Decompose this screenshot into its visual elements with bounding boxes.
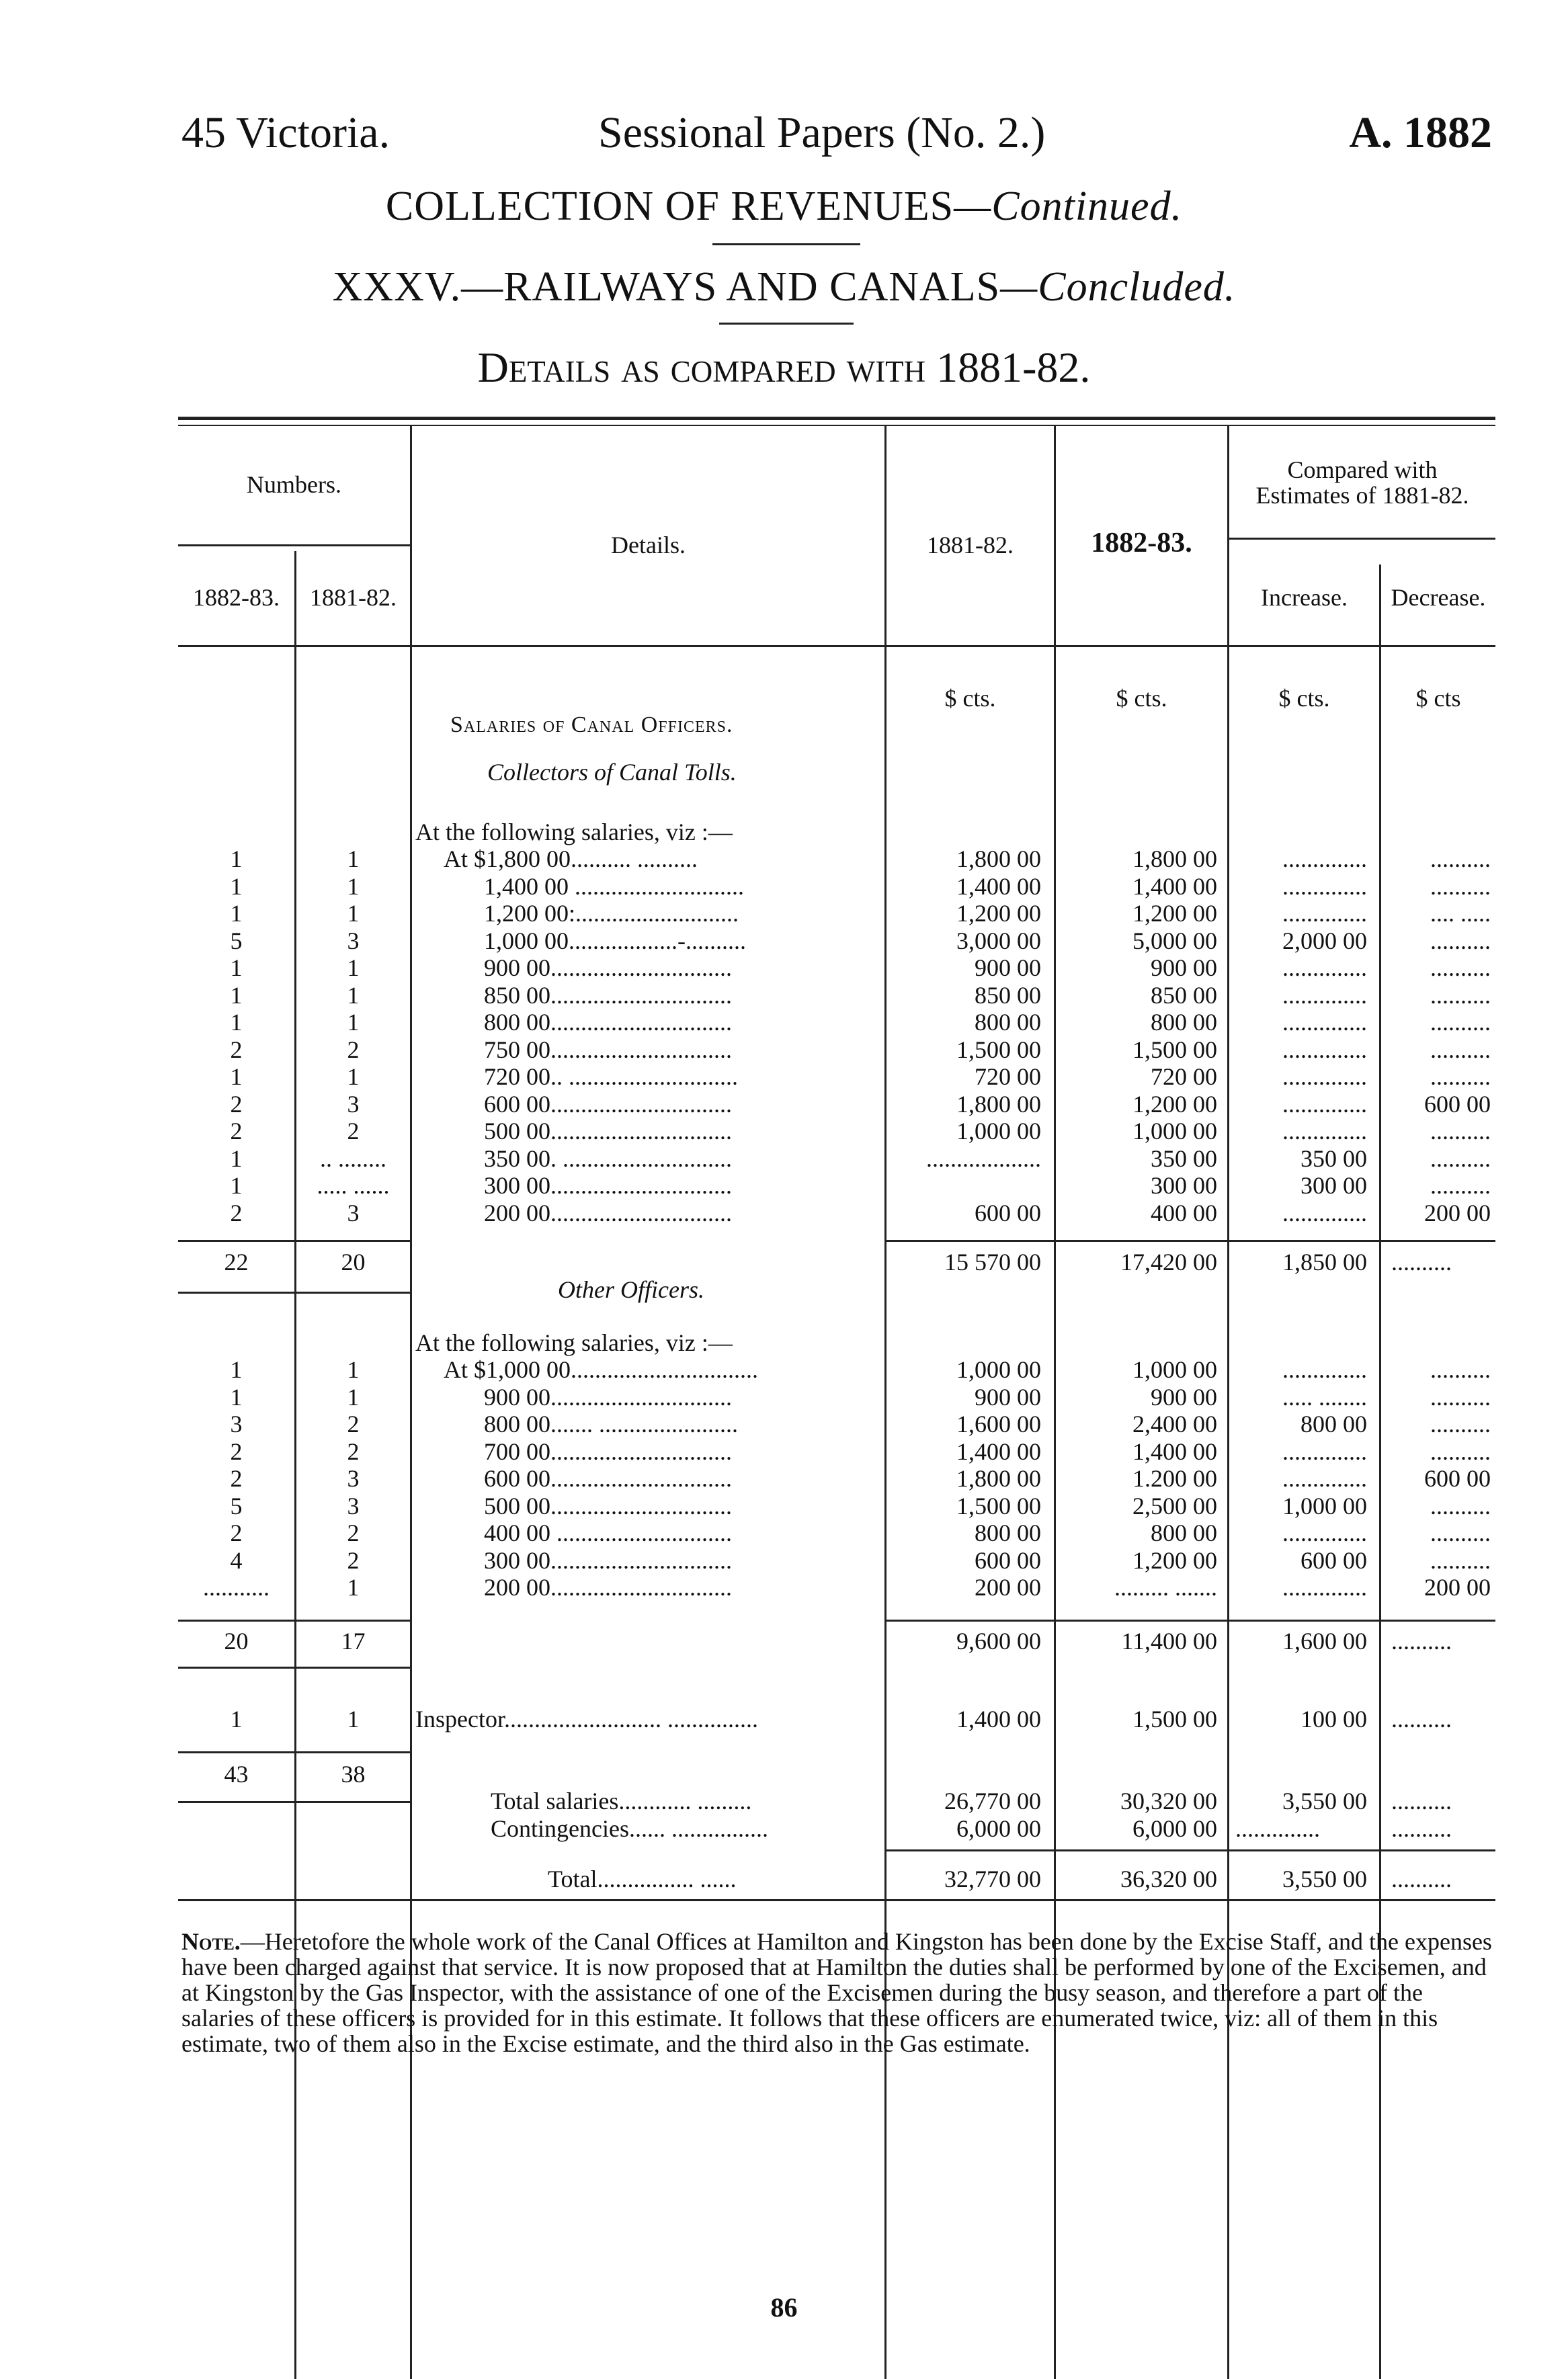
collector-detail: 800 00.............................. xyxy=(484,1009,732,1036)
total-salaries-inc: 3,550 00 xyxy=(1282,1788,1367,1814)
others-total-dec: .......... xyxy=(1391,1628,1452,1655)
contingencies-y1881: 6,000 00 xyxy=(956,1815,1041,1842)
collector-amount-1881: 1,200 00 xyxy=(956,900,1041,927)
other-officer-decrease: .......... xyxy=(1430,1546,1491,1574)
collector-num-1881: 1 xyxy=(347,954,360,981)
collector-num-1882: 1 xyxy=(230,1172,243,1199)
collector-detail: 900 00.............................. xyxy=(484,954,732,981)
section-other-title: Other Officers. xyxy=(558,1276,704,1303)
other-officer-num-1881: 3 xyxy=(347,1492,360,1519)
collector-amount-1882: 400 00 xyxy=(1151,1199,1217,1226)
other-officer-amount-1881: 600 00 xyxy=(975,1546,1041,1574)
header-session: 45 Victoria. xyxy=(181,108,390,157)
collector-amount-1882: 300 00 xyxy=(1151,1172,1217,1199)
salaries-intro: At the following salaries, viz :— xyxy=(415,819,733,845)
header-num-1882: 1882-83. xyxy=(193,584,280,611)
other-officer-increase: 600 00 xyxy=(1301,1546,1367,1574)
collector-num-1881: ..... ...... xyxy=(317,1172,390,1199)
other-officer-amount-1881: 1,800 00 xyxy=(956,1465,1041,1492)
collector-increase: .............. xyxy=(1282,981,1367,1009)
total-label: Total................ ...... xyxy=(548,1866,737,1892)
collector-decrease: .......... xyxy=(1430,1036,1491,1063)
collector-amount-1881: 1,800 00 xyxy=(956,845,1041,872)
section-salaries-title: Salaries of Canal Officers. xyxy=(450,712,733,737)
collector-num-1881: 2 xyxy=(347,1036,360,1063)
total-salaries-y1882: 30,320 00 xyxy=(1120,1788,1217,1814)
inspector-inc: 100 00 xyxy=(1301,1706,1367,1733)
other-officer-decrease: .......... xyxy=(1430,1356,1491,1383)
collector-num-1882: 1 xyxy=(230,900,243,927)
header-details: Details. xyxy=(611,532,686,558)
collector-decrease: .......... xyxy=(1430,1118,1491,1144)
inspector-1882: 1 xyxy=(230,1706,243,1733)
other-officer-detail: 300 00.............................. xyxy=(484,1546,732,1574)
others-total-inc: 1,600 00 xyxy=(1282,1628,1367,1655)
collector-increase: 350 00 xyxy=(1301,1144,1367,1172)
title-details xyxy=(0,343,1568,392)
collector-decrease: .......... xyxy=(1430,927,1491,954)
collector-num-1881: 3 xyxy=(347,1090,360,1118)
collector-decrease: .......... xyxy=(1430,954,1491,981)
collector-detail: 750 00.............................. xyxy=(484,1036,732,1063)
other-officer-detail: 900 00.............................. xyxy=(484,1383,732,1411)
collector-decrease: .......... xyxy=(1430,1009,1491,1036)
collectors-total-1881: 20 xyxy=(341,1249,366,1276)
other-officer-num-1881: 1 xyxy=(347,1356,360,1383)
section-collectors-subtitle: Collectors of Canal Tolls. xyxy=(487,759,737,786)
other-officer-detail: 500 00.............................. xyxy=(484,1492,732,1519)
other-officer-detail: 800 00....... ....................... xyxy=(484,1411,738,1437)
collector-amount-1881: 600 00 xyxy=(975,1199,1041,1226)
col-divider xyxy=(410,425,412,2379)
header-decrease: Decrease. xyxy=(1391,584,1486,611)
col-divider xyxy=(1379,565,1381,2379)
collectors-total-1882: 22 xyxy=(224,1249,249,1276)
other-officer-increase: ..... ........ xyxy=(1282,1383,1367,1411)
contingencies-label: Contingencies...... ................ xyxy=(491,1815,768,1842)
divider xyxy=(712,243,860,245)
other-officer-detail: 400 00 ............................. xyxy=(484,1519,732,1546)
collector-increase: .............. xyxy=(1282,1036,1367,1063)
collector-num-1882: 5 xyxy=(230,927,243,954)
footnote-text: —Heretofore the whole work of the Canal Offices at Hamilton and Kingston has been done by the Excise Staff, and the expenses have been charged against that service. It is now proposed that at Hamilton the duties shall be performed by one of the Excisemen, and at Kingston by the Gas Inspector, with the assistance of one of the Excisemen during the busy season, and therefore a part of the salaries of these officers is provided for in this estimate. It follows that these officers are enumerated twice, viz: all of them in this estimate, two of them also in the Excise estimate, and the third also in the Gas estimate. xyxy=(181,1928,1492,2057)
collector-amount-1882: 1,200 00 xyxy=(1132,900,1217,927)
other-officer-num-1881: 2 xyxy=(347,1411,360,1437)
collector-amount-1882: 800 00 xyxy=(1151,1009,1217,1036)
collectors-total-y1881: 15 570 00 xyxy=(944,1249,1041,1276)
header-compared-line1: Compared with xyxy=(1287,456,1438,483)
header-compared-line2: Estimates of 1881-82. xyxy=(1255,482,1469,509)
others-total-y1881: 9,600 00 xyxy=(956,1628,1041,1655)
collector-decrease: .......... xyxy=(1430,872,1491,900)
table-bottom-rule xyxy=(178,1899,1495,1901)
collector-amount-1881: 3,000 00 xyxy=(956,927,1041,954)
others-total-y1882: 11,400 00 xyxy=(1121,1628,1217,1655)
subtotal-rule xyxy=(178,1801,410,1803)
collector-decrease: .......... xyxy=(1430,845,1491,872)
collector-increase: 300 00 xyxy=(1301,1172,1367,1199)
other-officer-decrease: .......... xyxy=(1430,1411,1491,1437)
collector-num-1881: 1 xyxy=(347,981,360,1009)
collector-num-1881: .. ........ xyxy=(320,1144,386,1172)
divider xyxy=(719,323,854,325)
running-header xyxy=(181,108,1492,168)
collector-decrease: .... ..... xyxy=(1430,900,1491,927)
other-officer-num-1882: 2 xyxy=(230,1519,243,1546)
subtotal-rule xyxy=(884,1240,1495,1242)
collector-amount-1881: 1,400 00 xyxy=(956,872,1041,900)
collector-num-1882: 1 xyxy=(230,1144,243,1172)
collectors-total-y1882: 17,420 00 xyxy=(1120,1249,1217,1276)
others-total-1882: 20 xyxy=(224,1628,249,1655)
title-details-text: Details as compared with 1881-82. xyxy=(477,343,1091,391)
header-rule xyxy=(178,544,410,546)
unit-increase: $ cts. xyxy=(1278,685,1330,712)
collector-num-1881: 3 xyxy=(347,927,360,954)
collector-detail: 720 00.. ............................ xyxy=(484,1063,738,1090)
contingencies-inc: .............. xyxy=(1235,1815,1320,1842)
collector-amount-1881: 900 00 xyxy=(975,954,1041,981)
collector-amount-1882: 850 00 xyxy=(1151,981,1217,1009)
collector-increase: .............. xyxy=(1282,954,1367,981)
collector-decrease: 600 00 xyxy=(1424,1090,1491,1118)
subtotal-rule xyxy=(178,1620,410,1622)
other-officer-amount-1882: 800 00 xyxy=(1151,1519,1217,1546)
collector-increase: .............. xyxy=(1282,900,1367,927)
header-rule xyxy=(1227,538,1495,540)
other-officer-amount-1882: 2,500 00 xyxy=(1132,1492,1217,1519)
collector-amount-1882: 720 00 xyxy=(1151,1063,1217,1090)
collector-num-1881: 1 xyxy=(347,845,360,872)
collector-decrease: .......... xyxy=(1430,1063,1491,1090)
other-officer-num-1881: 1 xyxy=(347,1383,360,1411)
collector-amount-1881: 720 00 xyxy=(975,1063,1041,1090)
subtotal-rule xyxy=(178,1240,410,1242)
other-officer-num-1882: ........... xyxy=(203,1574,270,1601)
header-1881: 1881-82. xyxy=(927,532,1014,558)
other-officer-amount-1882: ......... ....... xyxy=(1114,1574,1217,1601)
collector-amount-1882: 5,000 00 xyxy=(1132,927,1217,954)
grand-1882: 43 xyxy=(224,1761,249,1788)
collector-num-1882: 1 xyxy=(230,1063,243,1090)
total-salaries-label: Total salaries............ ......... xyxy=(491,1788,752,1814)
other-officer-amount-1881: 900 00 xyxy=(975,1383,1041,1411)
other-officer-amount-1881: 1,000 00 xyxy=(956,1356,1041,1383)
inspector-1881: 1 xyxy=(347,1706,360,1733)
collector-detail: 1,000 00..................-.......... xyxy=(484,927,746,954)
collector-num-1881: 1 xyxy=(347,1009,360,1036)
other-officer-num-1882: 1 xyxy=(230,1356,243,1383)
collector-detail: 200 00.............................. xyxy=(484,1199,732,1226)
collector-decrease: .......... xyxy=(1430,1144,1491,1172)
title-railways xyxy=(0,263,1568,311)
header-numbers: Numbers. xyxy=(247,471,341,498)
other-officer-detail: 700 00.............................. xyxy=(484,1437,732,1465)
collector-detail: At $1,800 00.......... .......... xyxy=(444,845,698,872)
header-year: A. 1882 xyxy=(1349,108,1492,157)
other-officer-increase: .............. xyxy=(1282,1465,1367,1492)
other-officer-detail: 600 00.............................. xyxy=(484,1465,732,1492)
other-officer-decrease: .......... xyxy=(1430,1492,1491,1519)
other-officer-increase: .............. xyxy=(1282,1574,1367,1601)
collector-num-1882: 2 xyxy=(230,1118,243,1144)
collector-detail: 1,400 00 ............................ xyxy=(484,872,744,900)
footnote xyxy=(181,1929,1499,2056)
other-officer-amount-1881: 200 00 xyxy=(975,1574,1041,1601)
other-officer-decrease: 600 00 xyxy=(1424,1465,1491,1492)
header-1882: 1882-83. xyxy=(1091,528,1192,558)
other-officer-num-1882: 2 xyxy=(230,1437,243,1465)
title-railways-text: XXXV.—RAILWAYS AND CANALS xyxy=(332,264,1001,310)
collector-num-1881: 3 xyxy=(347,1199,360,1226)
collector-amount-1882: 1,200 00 xyxy=(1132,1090,1217,1118)
collector-detail: 1,200 00:........................... xyxy=(484,900,739,927)
other-officer-increase: .............. xyxy=(1282,1519,1367,1546)
collector-num-1882: 1 xyxy=(230,981,243,1009)
other-officer-detail: At $1,000 00............................... xyxy=(444,1356,758,1383)
collector-num-1882: 1 xyxy=(230,845,243,872)
unit-decrease: $ cts xyxy=(1415,685,1461,712)
subtotal-rule xyxy=(178,1667,410,1669)
other-officer-amount-1881: 800 00 xyxy=(975,1519,1041,1546)
collector-num-1882: 2 xyxy=(230,1199,243,1226)
collector-detail: 300 00.............................. xyxy=(484,1172,732,1199)
collector-detail: 500 00.............................. xyxy=(484,1118,732,1144)
other-officer-amount-1882: 1.200 00 xyxy=(1132,1465,1217,1492)
collector-amount-1881: ................... xyxy=(926,1144,1041,1172)
collector-increase: 2,000 00 xyxy=(1282,927,1367,954)
collector-amount-1881: 800 00 xyxy=(975,1009,1041,1036)
other-officer-num-1881: 1 xyxy=(347,1574,360,1601)
collector-amount-1882: 1,000 00 xyxy=(1132,1118,1217,1144)
collector-increase: .............. xyxy=(1282,845,1367,872)
other-officer-num-1882: 4 xyxy=(230,1546,243,1574)
collector-amount-1881: 850 00 xyxy=(975,981,1041,1009)
other-officer-increase: .............. xyxy=(1282,1356,1367,1383)
total-rule xyxy=(884,1849,1495,1851)
collector-num-1882: 1 xyxy=(230,872,243,900)
other-officer-increase: 1,000 00 xyxy=(1282,1492,1367,1519)
collector-increase: .............. xyxy=(1282,1118,1367,1144)
other-officer-amount-1881: 1,400 00 xyxy=(956,1437,1041,1465)
collector-increase: .............. xyxy=(1282,1199,1367,1226)
other-officer-num-1882: 3 xyxy=(230,1411,243,1437)
collector-num-1882: 2 xyxy=(230,1036,243,1063)
collector-detail: 350 00. ............................ xyxy=(484,1144,732,1172)
other-officer-amount-1881: 1,500 00 xyxy=(956,1492,1041,1519)
header-papers: Sessional Papers (No. 2.) xyxy=(598,108,1046,157)
page-number: 86 xyxy=(770,2292,798,2323)
collector-num-1881: 1 xyxy=(347,900,360,927)
collector-num-1882: 2 xyxy=(230,1090,243,1118)
collector-increase: .............. xyxy=(1282,872,1367,900)
other-officer-increase: 800 00 xyxy=(1301,1411,1367,1437)
collectors-total-dec: .......... xyxy=(1391,1249,1452,1276)
collector-num-1881: 1 xyxy=(347,1063,360,1090)
subtotal-rule xyxy=(178,1292,410,1294)
other-officer-amount-1882: 2,400 00 xyxy=(1132,1411,1217,1437)
collector-increase: .............. xyxy=(1282,1063,1367,1090)
collector-num-1882: 1 xyxy=(230,954,243,981)
total-dec: .......... xyxy=(1391,1866,1452,1892)
other-officer-num-1881: 2 xyxy=(347,1519,360,1546)
collector-amount-1881: 1,500 00 xyxy=(956,1036,1041,1063)
collector-num-1882: 1 xyxy=(230,1009,243,1036)
inspector-label: Inspector.......................... ............... xyxy=(415,1706,758,1733)
collector-amount-1882: 1,800 00 xyxy=(1132,845,1217,872)
collector-amount-1882: 900 00 xyxy=(1151,954,1217,981)
title-railways-suffix: —Concluded. xyxy=(1000,264,1236,310)
collector-increase: .............. xyxy=(1282,1009,1367,1036)
title-collection-suffix: —Continued. xyxy=(954,183,1183,229)
other-officer-increase: .............. xyxy=(1282,1437,1367,1465)
other-salaries-intro: At the following salaries, viz :— xyxy=(415,1329,733,1356)
other-officer-decrease: .......... xyxy=(1430,1519,1491,1546)
inspector-y1881: 1,400 00 xyxy=(956,1706,1041,1733)
other-officer-num-1881: 3 xyxy=(347,1465,360,1492)
other-officer-amount-1881: 1,600 00 xyxy=(956,1411,1041,1437)
other-officer-decrease: .......... xyxy=(1430,1437,1491,1465)
inspector-y1882: 1,500 00 xyxy=(1132,1706,1217,1733)
total-salaries-dec: .......... xyxy=(1391,1788,1452,1814)
other-officer-num-1882: 1 xyxy=(230,1383,243,1411)
other-officer-num-1882: 5 xyxy=(230,1492,243,1519)
collector-increase: .............. xyxy=(1282,1090,1367,1118)
other-officer-amount-1882: 900 00 xyxy=(1151,1383,1217,1411)
contingencies-y1882: 6,000 00 xyxy=(1132,1815,1217,1842)
footnote-label: Note. xyxy=(181,1928,241,1955)
header-bottom-rule xyxy=(178,645,1495,647)
collector-amount-1881: 1,800 00 xyxy=(956,1090,1041,1118)
other-officer-detail: 200 00.............................. xyxy=(484,1574,732,1601)
collector-decrease: .......... xyxy=(1430,981,1491,1009)
other-officer-num-1881: 2 xyxy=(347,1546,360,1574)
collector-detail: 600 00.............................. xyxy=(484,1090,732,1118)
header-num-1881: 1881-82. xyxy=(310,584,397,611)
header-increase: Increase. xyxy=(1261,584,1348,611)
contingencies-dec: .......... xyxy=(1391,1815,1452,1842)
total-salaries-y1881: 26,770 00 xyxy=(944,1788,1041,1814)
collector-amount-1882: 1,400 00 xyxy=(1132,872,1217,900)
other-officer-amount-1882: 1,000 00 xyxy=(1132,1356,1217,1383)
collectors-total-inc: 1,850 00 xyxy=(1282,1249,1367,1276)
collector-amount-1882: 1,500 00 xyxy=(1132,1036,1217,1063)
other-officer-decrease: .......... xyxy=(1430,1383,1491,1411)
collector-num-1881: 2 xyxy=(347,1118,360,1144)
collector-amount-1881: 1,000 00 xyxy=(956,1118,1041,1144)
total-y1881: 32,770 00 xyxy=(944,1866,1041,1892)
table-top-rule xyxy=(178,417,1495,420)
other-officer-num-1882: 2 xyxy=(230,1465,243,1492)
header-compared xyxy=(1229,457,1495,508)
subtotal-rule xyxy=(178,1751,410,1753)
other-officer-amount-1882: 1,400 00 xyxy=(1132,1437,1217,1465)
title-collection xyxy=(0,183,1568,231)
collector-detail: 850 00.............................. xyxy=(484,981,732,1009)
collector-decrease: 200 00 xyxy=(1424,1199,1491,1226)
title-collection-text: COLLECTION OF REVENUES xyxy=(385,183,954,229)
other-officer-num-1881: 2 xyxy=(347,1437,360,1465)
unit-1881: $ cts. xyxy=(944,685,996,712)
other-officer-decrease: 200 00 xyxy=(1424,1574,1491,1601)
total-inc: 3,550 00 xyxy=(1282,1866,1367,1892)
grand-1881: 38 xyxy=(341,1761,366,1788)
collector-num-1881: 1 xyxy=(347,872,360,900)
subtotal-rule xyxy=(884,1620,1495,1622)
total-y1882: 36,320 00 xyxy=(1120,1866,1217,1892)
collector-decrease: .......... xyxy=(1430,1172,1491,1199)
table-top-rule-thin xyxy=(178,425,1495,426)
collector-amount-1882: 350 00 xyxy=(1151,1144,1217,1172)
others-total-1881: 17 xyxy=(341,1628,366,1655)
inspector-dec: .......... xyxy=(1391,1706,1452,1733)
other-officer-amount-1882: 1,200 00 xyxy=(1132,1546,1217,1574)
unit-1882: $ cts. xyxy=(1116,685,1167,712)
